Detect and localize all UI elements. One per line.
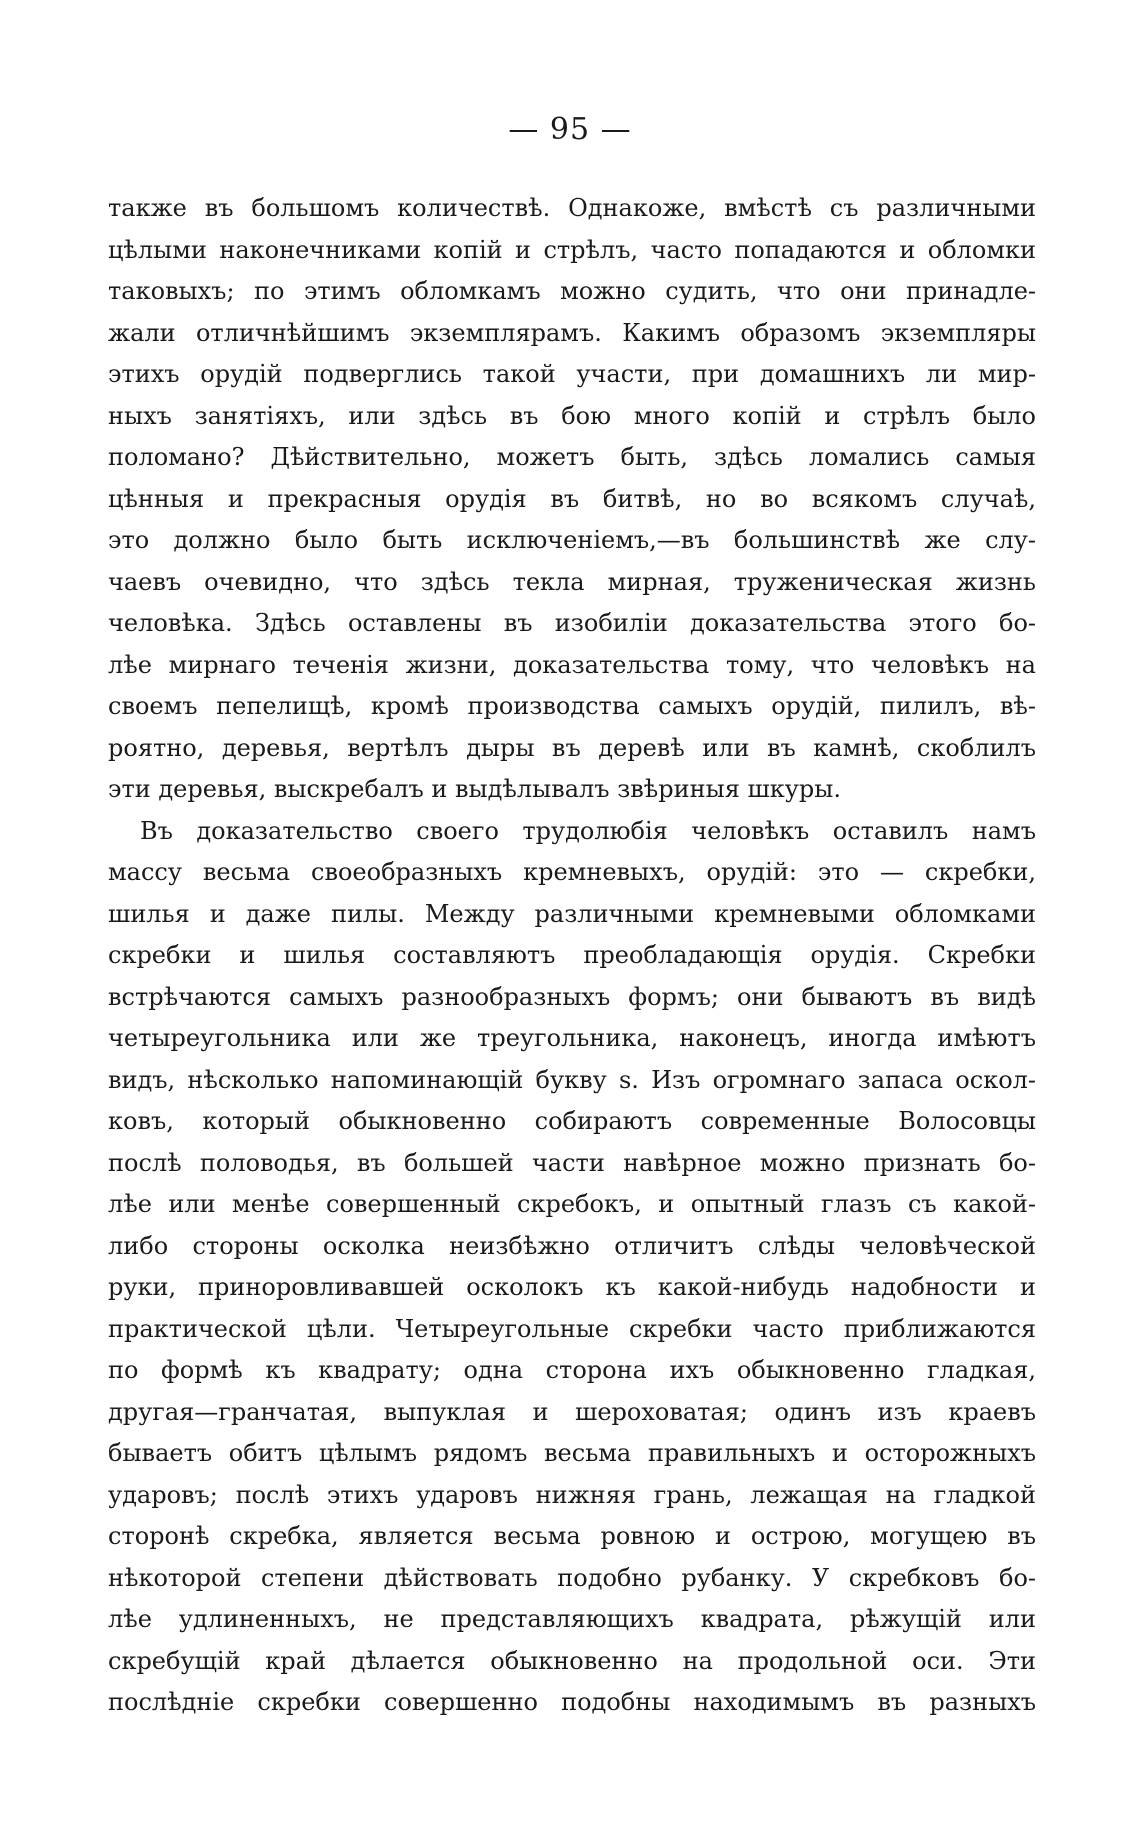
text-line: сторонѣ скребка, является весьма ровною и острою, могущею въ bbox=[108, 1522, 1036, 1550]
text-line: другая—гранчатая, выпуклая и шероховатая; одинъ изъ краевъ bbox=[108, 1397, 1036, 1426]
text-line: ударовъ; послѣ этихъ ударовъ нижняя грань, лежащая на гладкой bbox=[108, 1480, 1036, 1509]
text-line: человѣка. Здѣсь оставлены въ изобиліи доказательства этого бо- bbox=[108, 609, 1036, 637]
text-line: по формѣ къ квадрату; одна сторона ихъ обыкновенно гладкая, bbox=[108, 1356, 1036, 1384]
paragraph-start-line: Въ доказательство своего трудолюбія человѣкъ оставилъ намъ bbox=[140, 816, 1036, 845]
text-line: массу весьма своеобразныхъ кремневыхъ, орудій: это — скребки, bbox=[108, 858, 1036, 886]
text-line: практической цѣли. Четыреугольные скребки часто приближаются bbox=[108, 1314, 1036, 1343]
text-line: жали отличнѣйшимъ экземплярамъ. Какимъ образомъ экземпляры bbox=[108, 318, 1036, 347]
text-line: лѣе мирнаго теченія жизни, доказательства тому, что человѣкъ на bbox=[108, 650, 1036, 679]
text-line: чаевъ очевидно, что здѣсь текла мирная, труженическая жизнь bbox=[108, 567, 1036, 596]
text-line: шилья и даже пилы. Между различными кремневыми обломками bbox=[108, 899, 1036, 928]
text-line: своемъ пепелищѣ, кромѣ производства самыхъ орудій, пилилъ, вѣ- bbox=[108, 692, 1036, 720]
text-line: ныхъ занятіяхъ, или здѣсь въ бою много копій и стрѣлъ было bbox=[108, 401, 1036, 430]
text-line: встрѣчаются самыхъ разнообразныхъ формъ; они бываютъ въ видѣ bbox=[108, 982, 1036, 1011]
text-line: четыреугольника или же треугольника, наконецъ, иногда имѣютъ bbox=[108, 1024, 1036, 1052]
text-line: руки, приноровливавшей осколокъ къ какой-нибудь надобности и bbox=[108, 1273, 1036, 1301]
text-line: нѣкоторой степени дѣйствовать подобно рубанку. У скребковъ бо- bbox=[108, 1563, 1036, 1592]
text-line: послѣ половодья, въ большей части навѣрное можно признать бо- bbox=[108, 1148, 1036, 1177]
text-line: бываетъ обитъ цѣлымъ рядомъ весьма правильныхъ и осторожныхъ bbox=[108, 1439, 1036, 1467]
text-line: цѣнныя и прекрасныя орудія въ битвѣ, но во всякомъ случаѣ, bbox=[108, 484, 1036, 513]
text-line: роятно, деревья, вертѣлъ дыры въ деревѣ или въ камнѣ, скоблилъ bbox=[108, 733, 1036, 762]
text-line: видъ, нѣсколько напоминающій букву s. Изъ огромнаго запаса оскол- bbox=[108, 1065, 1036, 1094]
text-line: поломано? Дѣйствительно, можетъ быть, здѣсь ломались самыя bbox=[108, 443, 1036, 471]
text-line: лѣе или менѣе совершенный скребокъ, и опытный глазъ съ какой- bbox=[108, 1190, 1036, 1218]
text-line: скребки и шилья составляютъ преобладающія орудія. Скребки bbox=[108, 941, 1036, 969]
text-line: лѣе удлиненныхъ, не представляющихъ квадрата, рѣжущій или bbox=[108, 1605, 1036, 1633]
text-line: ковъ, который обыкновенно собираютъ современные Волосовцы bbox=[108, 1107, 1036, 1135]
text-line: послѣдніе скребки совершенно подобны находимымъ въ разныхъ bbox=[108, 1688, 1036, 1716]
text-line: это должно было быть исключеніемъ,—въ большинствѣ же слу- bbox=[108, 526, 1036, 554]
text-line: либо стороны осколка неизбѣжно отличитъ слѣды человѣческой bbox=[108, 1231, 1036, 1260]
text-line: таковыхъ; по этимъ обломкамъ можно судить, что они принадле- bbox=[108, 277, 1036, 305]
text-line: скребущій край дѣлается обыкновенно на продольной оси. Эти bbox=[108, 1646, 1036, 1675]
text-line: этихъ орудій подверглись такой участи, при домашнихъ ли мир- bbox=[108, 360, 1036, 388]
text-body bbox=[108, 188, 1036, 1724]
text-line: цѣлыми наконечниками копій и стрѣлъ, часто попадаются и обломки bbox=[108, 235, 1036, 264]
text-line: также въ большомъ количествѣ. Однакоже, вмѣстѣ съ различными bbox=[108, 194, 1036, 222]
page-number: — 95 — bbox=[508, 112, 632, 147]
paragraph-end-line: эти деревья, выскребалъ и выдѣлывалъ звѣриныя шкуры. bbox=[108, 775, 842, 803]
